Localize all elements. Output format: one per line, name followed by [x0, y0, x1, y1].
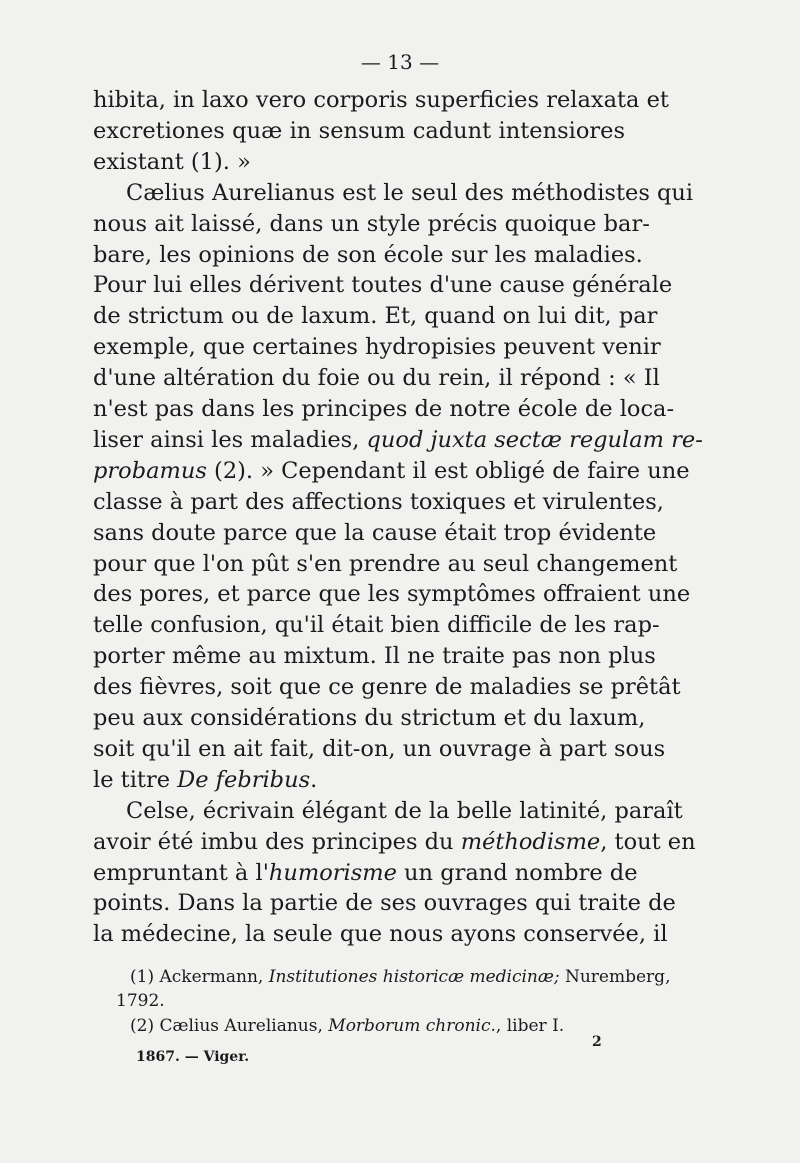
- footnote-1-continuation: 1792.: [116, 991, 165, 1011]
- italic-text: De febribus: [177, 766, 311, 793]
- text-span: Cælius Aurelianus est le seul des méthodistes qui: [126, 179, 694, 206]
- text-span: , tout en: [600, 828, 696, 855]
- text-span: (2). » Cependant il est obligé de faire une: [206, 457, 690, 484]
- text-line: [93, 827, 696, 857]
- text-span: points. Dans la partie de ses ouvrages qui traite de: [93, 890, 676, 917]
- footnote-1-place: Nuremberg,: [559, 967, 671, 987]
- text-span: telle confusion, qu'il était bien difficile de les rap-: [93, 612, 660, 639]
- text-line: [93, 765, 625, 795]
- text-line: [93, 332, 661, 362]
- text-span: d'une altération du foie ou du rein, il répond : « Il: [93, 365, 660, 392]
- text-line: [126, 178, 694, 208]
- text-line: [93, 579, 691, 609]
- italic-text: probamus: [93, 457, 207, 484]
- text-span: la médecine, la seule que nous ayons conservée, il: [93, 921, 668, 948]
- text-span: de strictum ou de laxum. Et, quand on lui dit, par: [93, 303, 658, 330]
- text-line: [93, 456, 690, 486]
- text-span: excretiones quæ in sensum cadunt intensiores: [93, 117, 625, 144]
- text-span: le titre: [93, 766, 178, 793]
- text-span: .: [310, 766, 318, 793]
- text-span: avoir été imbu des principes du: [93, 828, 461, 855]
- text-span: bare, les opinions de son école sur les maladies.: [93, 241, 643, 268]
- text-line: [93, 641, 656, 671]
- text-line: [93, 240, 643, 270]
- footnote-1-title: Institutiones historicæ medicinæ;: [268, 967, 560, 987]
- text-line: [93, 487, 664, 517]
- text-line: [93, 394, 675, 424]
- footnote-1: [130, 965, 671, 989]
- text-line: [93, 301, 658, 331]
- footnote-2-title: Morborum chronic.: [328, 1016, 496, 1036]
- text-line: [93, 888, 676, 918]
- text-line: [93, 858, 638, 888]
- text-span: des fièvres, soit que ce genre de maladies se prêtât: [93, 674, 681, 701]
- text-line: [93, 518, 657, 548]
- text-span: hibita, in laxo vero corporis superficies relaxata et: [93, 87, 669, 113]
- text-span: Pour lui elles dérivent toutes d'une cause générale: [93, 272, 673, 299]
- text-line: [126, 796, 683, 826]
- footnote-2: [130, 1014, 564, 1038]
- italic-text: quod juxta sectæ regulam re-: [366, 426, 703, 453]
- footnote-2-text: (2) Cælius Aurelianus,: [130, 1016, 329, 1036]
- text-span: nous ait laissé, dans un style précis quoique bar-: [93, 210, 650, 237]
- footnote-2-ref: , liber I.: [495, 1016, 565, 1036]
- text-line: [93, 85, 669, 115]
- page-number: — 13 —: [360, 50, 440, 74]
- text-line: [93, 919, 668, 949]
- text-line: [93, 116, 625, 146]
- italic-text: méthodisme: [460, 828, 601, 855]
- text-line: [93, 363, 660, 393]
- text-line: [93, 270, 673, 300]
- text-span: soit qu'il en ait fait, dit-on, un ouvrage à part sous: [93, 735, 666, 762]
- text-line: [93, 549, 678, 579]
- text-span: liser ainsi les maladies,: [93, 426, 367, 453]
- text-line: [93, 425, 703, 455]
- text-line: [93, 610, 660, 640]
- signature-mark: 2: [592, 1034, 602, 1050]
- text-span: peu aux considérations du strictum et du laxum,: [93, 705, 646, 731]
- footnote-1-text: (1) Ackermann,: [130, 967, 269, 987]
- text-line: [93, 147, 625, 177]
- text-span: un grand nombre de: [396, 859, 638, 886]
- text-span: classe à part des affections toxiques et virulentes,: [93, 488, 664, 515]
- text-line: [93, 703, 646, 733]
- text-line: [93, 209, 650, 239]
- text-line: [93, 672, 681, 702]
- text-span: exemple, que certaines hydropisies peuvent venir: [93, 334, 661, 361]
- printer-signature: 1867. — Viger.: [136, 1049, 250, 1065]
- text-span: n'est pas dans les principes de notre école de loca-: [93, 396, 675, 422]
- text-span: sans doute parce que la cause était trop évidente: [93, 519, 657, 546]
- text-span: existant (1). »: [93, 148, 251, 175]
- text-line: [93, 734, 666, 764]
- text-span: Celse, écrivain élégant de la belle latinité, paraît: [126, 797, 683, 824]
- text-span: pour que l'on pût s'en prendre au seul changement: [93, 550, 678, 577]
- text-span: des pores, et parce que les symptômes offraient une: [93, 581, 691, 608]
- text-span: empruntant à l': [93, 859, 269, 886]
- italic-text: humorisme: [268, 859, 397, 886]
- text-span: porter même au mixtum. Il ne traite pas non plus: [93, 643, 656, 670]
